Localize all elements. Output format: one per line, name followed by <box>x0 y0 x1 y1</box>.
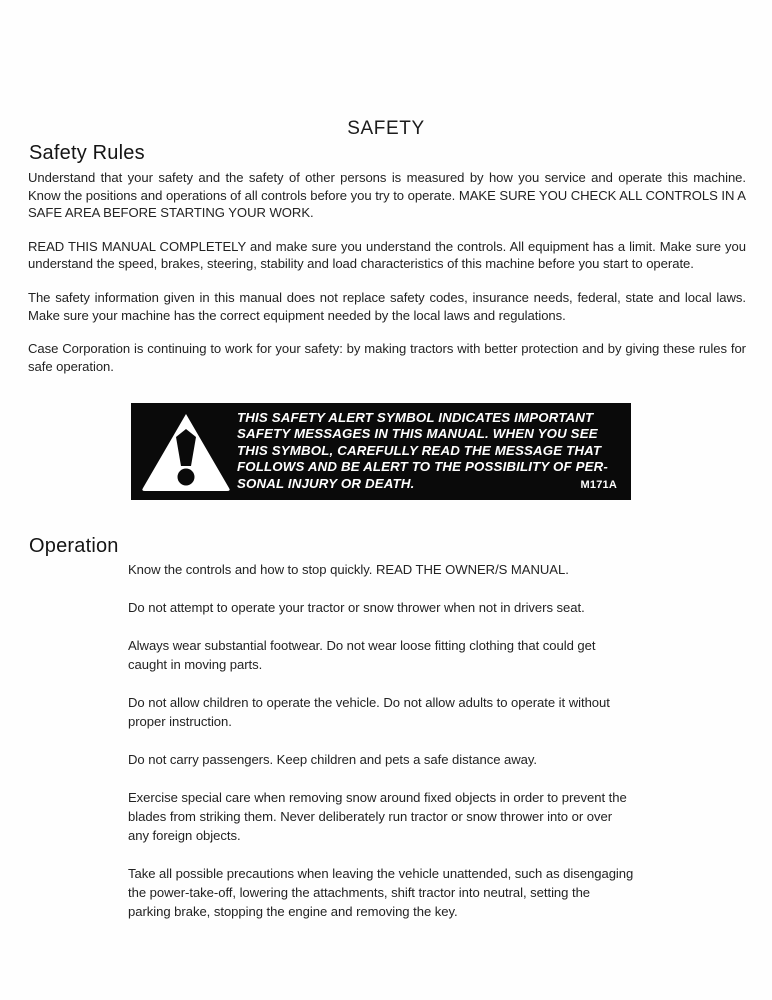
alert-line-text: SAFETY MESSAGES IN THIS MANUAL. WHEN YOU SEE <box>237 426 598 442</box>
paragraph: READ THIS MANUAL COMPLETELY and make sure you understand the controls. All equipment has a limit. Make sure you understand the speed, brakes, steering, stability and load characteristics of this machine before you start to operate. <box>28 238 746 272</box>
paragraph: Do not allow children to operate the vehicle. Do not allow adults to operate it without proper instruction. <box>128 695 610 729</box>
alert-line-text: SONAL INJURY OR DEATH. <box>237 475 415 491</box>
alert-line-text: THIS SAFETY ALERT SYMBOL INDICATES IMPORTANT <box>237 409 594 425</box>
alert-line <box>237 410 619 427</box>
alert-line-with-code <box>237 476 619 494</box>
alert-line-text: THIS SYMBOL, CAREFULLY READ THE MESSAGE THAT <box>237 442 602 458</box>
safety-alert-message <box>237 410 619 494</box>
paragraph: Understand that your safety and the safety of other persons is measured by how you service and operate this machine. Know the positions and operations of all controls before you try to operate. MAKE SURE YOU CHECK ALL CONTROLS IN A SAFE AREA BEFORE STARTING YOUR WORK. <box>28 170 746 221</box>
paragraph: Do not attempt to operate your tractor or snow thrower when not in drivers seat. <box>128 600 585 615</box>
paragraph: Exercise special care when removing snow around fixed objects in order to prevent the blades from striking them. Never deliberately run tractor or snow thrower into or over any foreign objects. <box>128 790 627 843</box>
section-heading-safety-rules: Safety Rules <box>29 142 145 164</box>
safety-alert-box <box>131 403 631 500</box>
alert-line-text: FOLLOWS AND BE ALERT TO THE POSSIBILITY OF PER- <box>237 459 609 475</box>
alert-line <box>237 459 619 476</box>
paragraph: Always wear substantial footwear. Do not wear loose fitting clothing that could get caught in moving parts. <box>128 638 596 672</box>
safety-alert-text-block <box>235 403 631 500</box>
safety-rules-body <box>28 169 746 375</box>
paragraph: The safety information given in this manual does not replace safety codes, insurance needs, federal, state and local laws. Make sure your machine has the correct equipment needed by the local laws and regulations. <box>28 289 746 323</box>
paragraph: Case Corporation is continuing to work for your safety: by making tractors with better protection and by giving these rules for safe operation. <box>28 341 746 374</box>
paragraph: Know the controls and how to stop quickly. READ THE OWNER/S MANUAL. <box>128 562 569 577</box>
paragraph: Do not carry passengers. Keep children and pets a safe distance away. <box>128 752 537 767</box>
alert-line <box>237 426 619 443</box>
safety-alert-triangle-icon <box>131 403 235 500</box>
alert-reference-code: M171A <box>580 478 617 491</box>
paragraph: Take all possible precautions when leaving the vehicle unattended, such as disengaging the power-take-off, lowering the attachments, shift tractor into neutral, setting the parking brake, stopping the engine and removing the key. <box>128 866 634 919</box>
operation-body <box>128 560 634 921</box>
running-head-title: SAFETY <box>347 118 425 139</box>
alert-line <box>237 443 619 460</box>
section-heading-operation: Operation <box>29 535 119 557</box>
